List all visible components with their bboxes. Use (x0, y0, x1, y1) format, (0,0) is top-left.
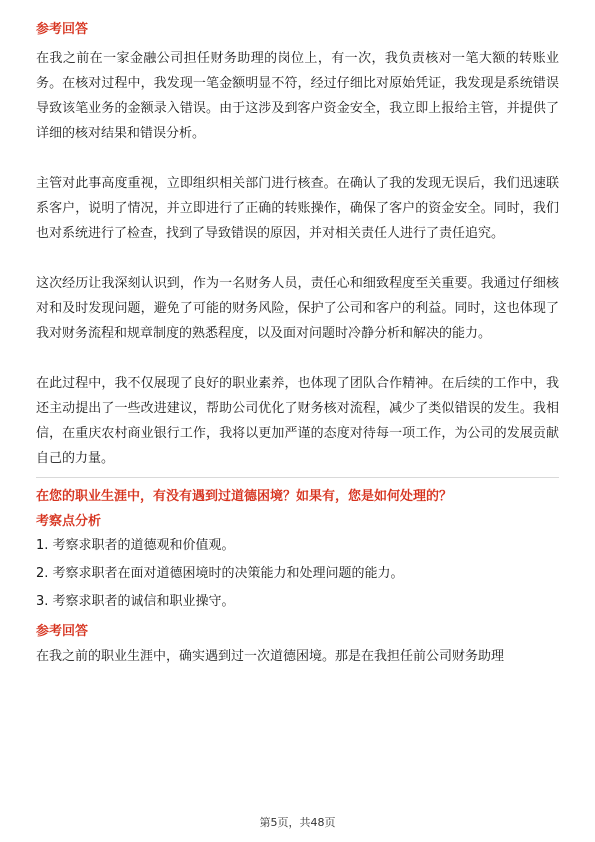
paragraph-gap (36, 246, 559, 271)
reference-answer-heading-2: 参考回答 (36, 624, 89, 639)
analysis-heading: 考察点分析 (36, 514, 102, 529)
answer-paragraph-4: 在此过程中，我不仅展现了良好的职业素养，也体现了团队合作精神。在后续的工作中，我还主动提出了一些改进建议，帮助公司优化了财务核对流程，减少了类似错误的发生。我相信，在重庆农村商业银行工作，我将以更加严谨的态度对待每一项工作，为公司的发展贡献自己的力量。 (36, 376, 559, 466)
analysis-item-2: 2. 考察求职者在面对道德困境时的决策能力和处理问题的能力。 (36, 566, 404, 581)
page-number-footer: 第5页，共48页 (259, 816, 336, 829)
page-content (36, 20, 559, 669)
answer-paragraph-5: 在我之前的职业生涯中，确实遇到过一次道德困境。那是在我担任前公司财务助理 (36, 649, 505, 664)
section-divider (36, 477, 559, 478)
answer-paragraph-3: 这次经历让我深刻认识到，作为一名财务人员，责任心和细致程度至关重要。我通过仔细核对和及时发现问题，避免了可能的财务风险，保护了公司和客户的利益。同时，这也体现了我对财务流程和规章制度的熟悉程度，以及面对问题时冷静分析和解决的能力。 (36, 276, 559, 341)
interview-question: 在您的职业生涯中，有没有遇到过道德困境？如果有，您是如何处理的？ (36, 489, 453, 504)
answer-paragraph-1: 在我之前在一家金融公司担任财务助理的岗位上，有一次，我负责核对一笔大额的转账业务。在核对过程中，我发现一笔金额明显不符，经过仔细比对原始凭证，我发现是系统错误导致该笔业务的金额录入错误。由于这涉及到客户资金安全，我立即上报给主管，并提供了详细的核对结果和错误分析。 (36, 51, 559, 141)
reference-answer-heading: 参考回答 (36, 22, 89, 37)
analysis-item-1: 1. 考察求职者的道德观和价值观。 (36, 538, 235, 553)
paragraph-gap (36, 146, 559, 171)
paragraph-gap (36, 346, 559, 371)
answer-paragraph-2: 主管对此事高度重视，立即组织相关部门进行核查。在确认了我的发现无误后，我们迅速联系客户，说明了情况，并立即进行了正确的转账操作，确保了客户的资金安全。同时，我们也对系统进行了检查，找到了导致错误的原因，并对相关责任人进行了责任追究。 (36, 176, 559, 241)
analysis-item-3: 3. 考察求职者的诚信和职业操守。 (36, 594, 235, 609)
